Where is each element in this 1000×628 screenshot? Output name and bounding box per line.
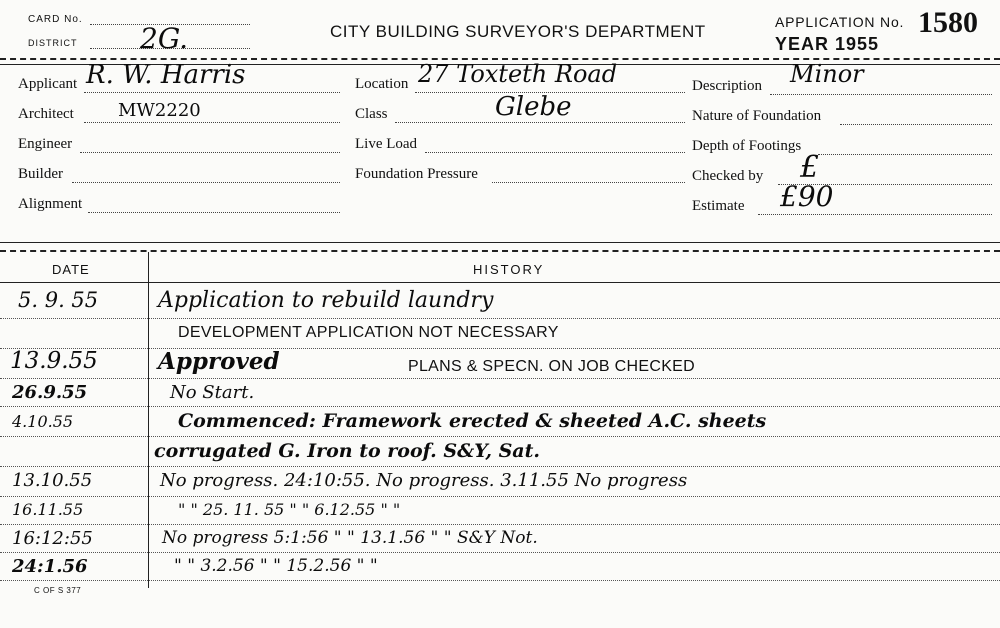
description-label: Description <box>692 78 762 94</box>
depth-label: Depth of Footings <box>692 138 802 154</box>
history-date: 13.9.55 <box>10 348 98 374</box>
card-no-label: CARD No. <box>28 14 83 25</box>
history-date: 4.10.55 <box>12 412 74 431</box>
live-load-line <box>425 152 685 153</box>
row-rule <box>0 406 1000 407</box>
application-no-label: APPLICATION No. <box>775 14 905 30</box>
alignment-line <box>88 212 340 213</box>
form-number: C OF S 377 <box>34 586 82 595</box>
checked-value: £ <box>800 150 820 185</box>
checked-label: Checked by <box>692 168 764 184</box>
history-date: 13.10.55 <box>12 470 93 491</box>
history-date: 16.11.55 <box>12 500 84 519</box>
row-rule <box>0 524 1000 525</box>
alignment-label: Alignment <box>18 196 83 212</box>
applicant-value: R. W. Harris <box>86 60 246 90</box>
class-line <box>395 122 685 123</box>
history-text: " " 3.2.56 " " 15.2.56 " " <box>174 556 378 576</box>
estimate-label: Estimate <box>692 198 745 214</box>
builder-line <box>72 182 340 183</box>
row-rule <box>0 378 1000 379</box>
estimate-value: £90 <box>780 180 834 213</box>
row-rule <box>0 436 1000 437</box>
row-rule <box>0 552 1000 553</box>
class-value: Glebe <box>495 92 572 122</box>
estimate-line <box>758 214 992 215</box>
district-value: 2G. <box>140 22 189 55</box>
engineer-label: Engineer <box>18 136 73 152</box>
foundation-pressure-line <box>492 182 685 183</box>
architect-value: MW2220 <box>118 100 201 121</box>
row-rule <box>0 580 1000 581</box>
history-text: " " 25. 11. 55 " " 6.12.55 " " <box>178 500 401 519</box>
history-text: No progress. 24:10:55. No progress. 3.11.55 No progress <box>160 470 688 491</box>
applicant-line <box>84 92 340 93</box>
depth-line <box>818 154 992 155</box>
history-header-line <box>0 282 1000 283</box>
history-divider-2 <box>0 250 1000 252</box>
row-rule <box>0 496 1000 497</box>
nature-label: Nature of Foundation <box>692 108 822 124</box>
history-text: Application to rebuild laundry <box>158 288 494 313</box>
history-date: 26.9.55 <box>12 382 88 403</box>
district-label: DISTRICT <box>28 38 78 48</box>
history-text: No Start. <box>170 382 255 403</box>
location-value: 27 Toxteth Road <box>418 60 618 88</box>
application-no: 1580 <box>918 6 978 39</box>
engineer-line <box>80 152 340 153</box>
development-stamp: DEVELOPMENT APPLICATION NOT NECESSARY <box>178 324 559 341</box>
architect-line <box>84 122 340 123</box>
location-label: Location <box>355 76 409 92</box>
history-text: No progress 5:1:56 " " 13.1.56 " " S&Y Not. <box>162 528 538 548</box>
history-text: Commenced: Framework erected & sheeted A.C. sheets <box>178 410 767 432</box>
history-date: 5. 9. 55 <box>18 288 99 312</box>
class-label: Class <box>355 106 388 122</box>
live-load-label: Live Load <box>355 136 418 152</box>
plans-stamp: PLANS & SPECN. ON JOB CHECKED <box>408 358 695 375</box>
description-value: Minor <box>790 60 864 88</box>
description-line <box>770 94 992 95</box>
builder-label: Builder <box>18 166 63 182</box>
department-title: CITY BUILDING SURVEYOR'S DEPARTMENT <box>330 22 706 41</box>
history-text: Approved <box>158 348 280 375</box>
row-rule <box>0 318 1000 319</box>
history-divider <box>0 242 1000 243</box>
history-date: 24:1.56 <box>12 556 88 577</box>
row-rule <box>0 466 1000 467</box>
history-text: corrugated G. Iron to roof. S&Y, Sat. <box>154 440 541 462</box>
year: YEAR 1955 <box>775 34 880 54</box>
date-header: DATE <box>52 262 90 277</box>
architect-label: Architect <box>18 106 74 122</box>
history-header: HISTORY <box>473 262 545 277</box>
date-column-divider <box>148 252 149 588</box>
foundation-pressure-label: Foundation Pressure <box>355 166 478 182</box>
row-rule <box>0 348 1000 349</box>
applicant-label: Applicant <box>18 76 78 92</box>
nature-line <box>840 124 992 125</box>
history-date: 16:12:55 <box>12 528 93 549</box>
